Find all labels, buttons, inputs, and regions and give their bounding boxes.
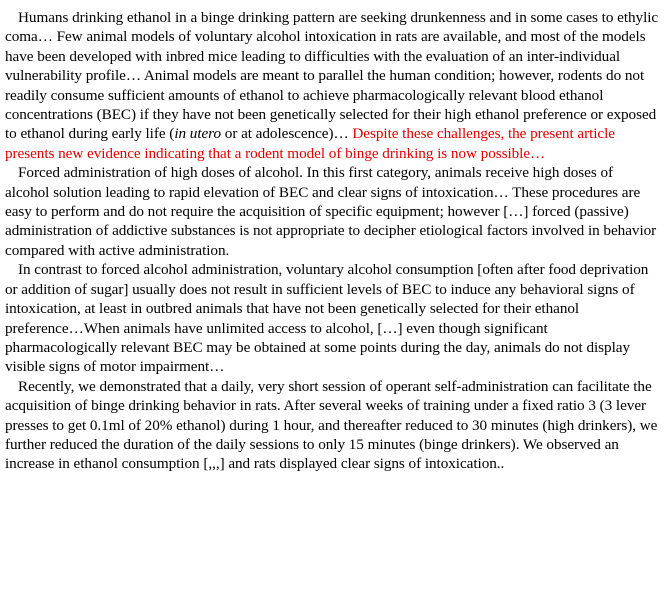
paragraph-binge-drinking-intro (5, 8, 660, 163)
forced-administration-text: Forced administration of high doses of alcohol. In this first category, animals receive high doses of alcohol solution leading to rapid elevation of BEC and clear signs of intoxication… These procedures are easy to perform and do not require the acquisition of specific equipment; however […] forced (passive) administration of addictive substances is not appropriate to decipher etiological factors involved in behavior compared with active administration. (5, 164, 657, 259)
in-utero-term: in utero (174, 125, 222, 143)
paragraph-voluntary-consumption (5, 260, 660, 376)
paragraph-forced-administration (5, 163, 660, 260)
voluntary-consumption-text: In contrast to forced alcohol administration, voluntary alcohol consumption [often after food deprivation or addition of sugar] usually does not result in sufficient levels of BEC to induce any behavioral signs of intoxication, at least in outbred animals that have not been genetically selected for their ethanol preference…When animals have unlimited access to alcohol, […] even though significant pharmacologically relevant BEC may be obtained at some points during the day, animals do not display visible signs of motor impairment… (5, 261, 649, 376)
paragraph-operant-self-administration (5, 377, 660, 474)
intro-text: Humans drinking ethanol in a binge drinking pattern are seeking drunkenness and in some cases to ethylic coma… Few animal models of voluntary alcohol intoxication in rats are available, and most of the models have been developed with inbred mice leading to difficulties with the evaluation of an inter-individual vulnerability profile… Animal models are meant to parallel the human condition; however, rodents do not readily consume sufficient amounts of ethanol to achieve pharmacologically relevant blood ethanol concentrations (BEC) if they have not been genetically selected for their high ethanol preference or exposed to ethanol during early life ( (5, 9, 659, 143)
intro-text-continued: or at adolescence)… (221, 125, 353, 143)
highlighted-statement: Despite these challenges, the present article presents new evidence indicating that a rodent model of binge drinking is now possible… (5, 125, 615, 162)
operant-self-administration-text: Recently, we demonstrated that a daily, very short session of operant self-administration can facilitate the acquisition of binge drinking behavior in rats. After several weeks of training under a fixed ratio 3 (3 lever presses to get 0.1ml of 20% ethanol) during 1 hour, and thereafter reduced to 30 minutes (high drinkers), we further reduced the duration of the daily sessions to only 15 minutes (binge drinkers). We observed an increase in ethanol consumption [,,,] and rats displayed clear signs of intoxication.. (5, 377, 658, 473)
